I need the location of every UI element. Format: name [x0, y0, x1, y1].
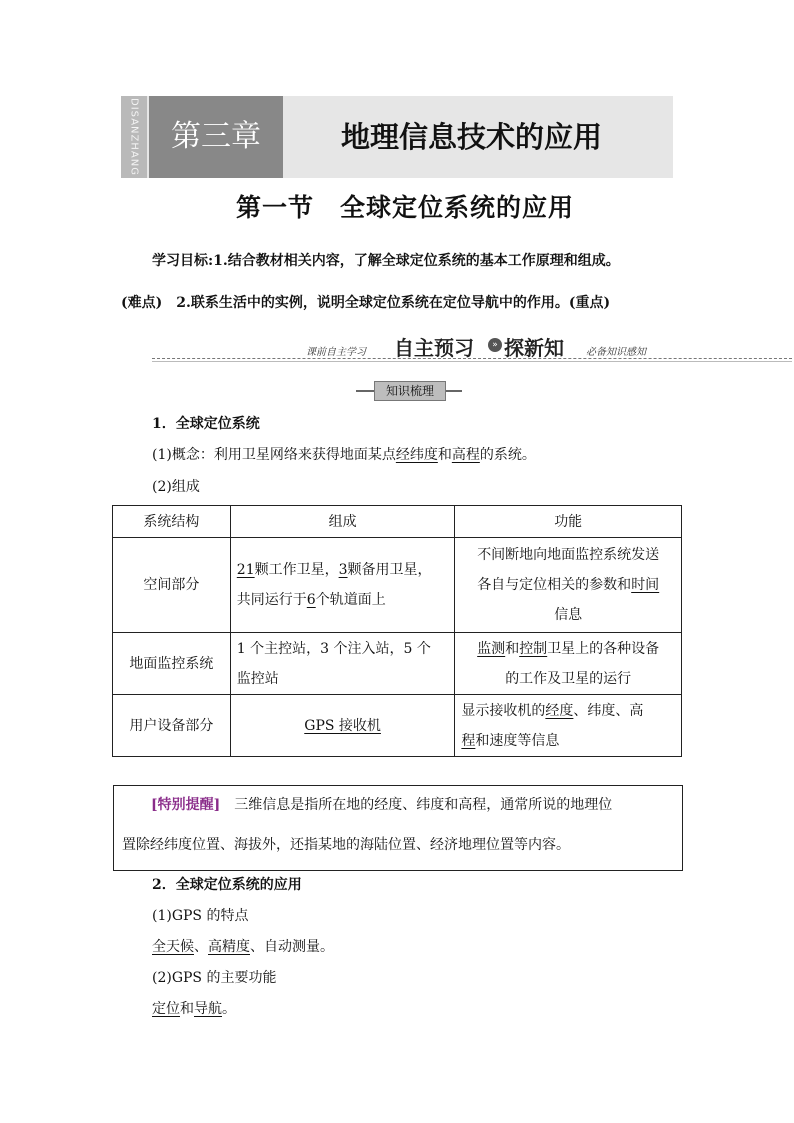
reminder-line-1	[151, 794, 612, 814]
cell-text: 和速度等信息	[475, 732, 560, 749]
cell-text: 不间断地向地面监控系统发送	[477, 547, 660, 563]
cell-text: 、纬度、高	[573, 702, 644, 719]
blank-longitude: 经度	[545, 702, 574, 719]
table-header: 系统结构	[113, 506, 231, 538]
blank-gps-receiver: GPS 接收机	[304, 717, 381, 734]
blank-elevation: 程	[461, 732, 476, 749]
blank-all-weather: 全天候	[152, 939, 194, 955]
table-row	[113, 695, 682, 757]
table-cell-composition	[230, 633, 455, 695]
application-heading: 2．全球定位系统的应用	[152, 877, 302, 893]
section-title: 第一节 全球定位系统的应用	[236, 193, 575, 222]
table-cell-function	[455, 538, 682, 633]
cell-text: 监控站	[236, 670, 279, 687]
reminder-text: 三维信息是指所在地的经度、纬度和高程，通常所说的地理位	[220, 797, 613, 813]
cell-text: 显示接收机的	[461, 702, 546, 719]
chapter-label: 第三章	[149, 96, 283, 178]
answer-text: 、	[194, 939, 208, 955]
blank-navigation: 导航	[194, 1001, 222, 1017]
answer-text: 、自动测量。	[250, 939, 334, 955]
chapter-title: 地理信息技术的应用	[341, 120, 603, 154]
banner-divider-2	[152, 361, 792, 362]
banner-divider	[152, 358, 792, 359]
functions-heading: (2)GPS 的主要功能	[152, 970, 277, 986]
cell-text: 颗备用卫星，	[347, 562, 432, 578]
blank-3: 3	[338, 562, 348, 578]
blank-control: 控制	[519, 640, 548, 657]
banner-arrow-icon: »	[488, 338, 502, 352]
banner-left-caption: 课前自主学习	[306, 347, 366, 358]
concept-text: 的系统。	[479, 447, 536, 463]
cell-text: 颗工作卫星，	[254, 562, 339, 578]
cell-text: 共同运行于	[236, 592, 307, 608]
answer-text: 。	[222, 1001, 236, 1017]
chapter-pinyin: DISANZHANG	[128, 98, 140, 176]
blank-time: 时间	[631, 577, 660, 593]
blank-monitor: 监测	[477, 640, 506, 657]
cell-text: 和	[505, 640, 520, 657]
composition-table	[112, 505, 682, 757]
concept-text: (1)概念：利用卫星网络来获得地面某点	[152, 447, 396, 463]
objectives-line-1: 学习目标:1.结合教材相关内容，了解全球定位系统的基本工作原理和组成。	[152, 253, 620, 269]
cell-text: 个轨道面上	[315, 592, 386, 608]
table-cell-name: 地面监控系统	[113, 633, 231, 695]
composition-heading: (2)组成	[152, 479, 200, 495]
preview-banner	[152, 330, 792, 364]
features-answer	[152, 936, 334, 956]
answer-text: 和	[180, 1001, 194, 1017]
cell-text: 的工作及卫星的运行	[505, 670, 632, 687]
table-cell-composition	[230, 538, 455, 633]
cell-text: 1 个主控站，3 个注入站，5 个	[236, 640, 431, 657]
table-cell-function	[455, 633, 682, 695]
reminder-line-2: 置除经纬度位置、海拔外，还指某地的海陆位置、经济地理位置等内容。	[122, 837, 570, 853]
table-cell-name: 用户设备部分	[113, 695, 231, 757]
blank-positioning: 定位	[152, 1001, 180, 1017]
cell-text: 各自与定位相关的参数和	[477, 577, 632, 593]
cell-text: 信息	[554, 607, 583, 623]
banner-main-right: 探新知	[504, 336, 564, 360]
gps-heading: 1．全球定位系统	[152, 416, 260, 432]
table-cell-name: 空间部分	[113, 538, 231, 633]
blank-21: 21	[236, 562, 255, 578]
table-cell-function	[455, 695, 682, 757]
cell-text: 卫星上的各种设备	[547, 640, 660, 657]
concept-blank-latlon: 经纬度	[395, 447, 438, 463]
functions-answer	[152, 998, 236, 1018]
knowledge-tag	[356, 381, 462, 401]
features-heading: (1)GPS 的特点	[152, 908, 249, 924]
table-row	[113, 538, 682, 633]
blank-6: 6	[306, 592, 316, 608]
banner-main-left: 自主预习	[394, 336, 474, 360]
concept-blank-elevation: 高程	[451, 447, 480, 463]
reminder-tag: [特别提醒]	[151, 797, 221, 813]
table-header: 功能	[455, 506, 682, 538]
banner-right-caption: 必备知识感知	[586, 347, 646, 358]
chapter-pinyin-strip	[121, 96, 147, 178]
objectives-line-2: (难点) 2.联系生活中的实例，说明全球定位系统在定位导航中的作用。(重点)	[121, 295, 611, 311]
special-reminder-box	[113, 785, 683, 871]
table-header: 组成	[230, 506, 455, 538]
concept-text: 和	[437, 447, 452, 463]
table-cell-composition	[230, 695, 455, 757]
knowledge-tag-label: 知识梳理	[374, 381, 446, 401]
gps-concept	[152, 444, 536, 464]
table-row	[113, 633, 682, 695]
table-header-row	[113, 506, 682, 538]
blank-high-precision: 高精度	[208, 939, 250, 955]
chapter-header	[121, 96, 673, 178]
